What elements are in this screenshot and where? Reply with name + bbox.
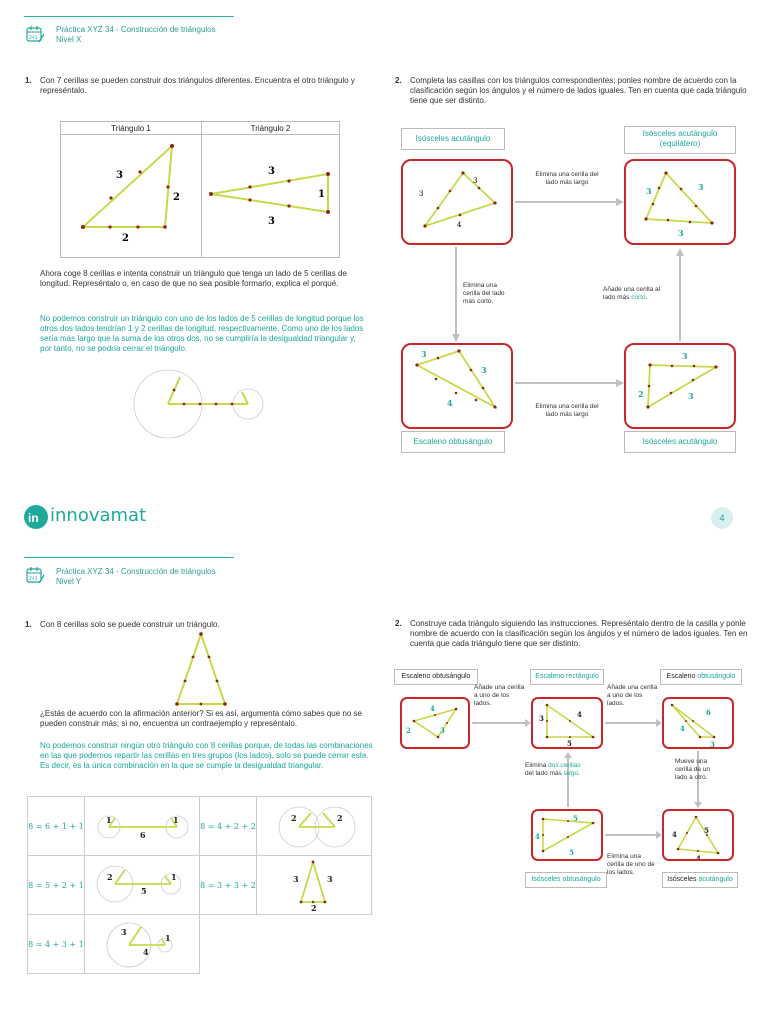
side-label: 4 [457, 221, 462, 229]
side-label: 2 [311, 903, 317, 912]
side-label: 3 [419, 190, 424, 198]
combination-drawing [257, 856, 371, 912]
side-label: 5 [141, 886, 147, 896]
triangle-drawing [165, 630, 245, 710]
triangle-label: Escaleno obtusángulo [660, 669, 742, 685]
empty-cell [257, 915, 372, 974]
side-label: 1 [173, 815, 179, 825]
side-label: 3 [688, 391, 694, 401]
side-label: 3 [678, 228, 684, 238]
triangle-label: Isósceles obtusángulo [525, 872, 607, 888]
answer-text: No podemos construir un triángulo con uno de los lados de 5 cerillas de longitud porque los otros dos lados tendrían 1 y 2 cerillas de longitud, respectivamente. Como uno de los lados sería más largo que la suma de los otros dos, no se cumpliría la desigualdad triangular y, por tanto, no se podría cerrar el triángulo. [40, 314, 364, 353]
combination-cell: 8 = 5 + 2 + 1 [28, 856, 85, 915]
side-label: 3 [473, 177, 478, 185]
side-label: 2 [406, 726, 411, 735]
question-number: 2. [395, 619, 402, 628]
side-label: 2 [337, 813, 343, 823]
side-label: 2 [291, 813, 297, 823]
instruction-label: Elimina una cerilla del lado más largo [535, 403, 599, 418]
question-text: ¿Estás de acuerdo con la afirmación anterior? Si es así, argumenta cómo sabes que no se pueden construir más; si no, encuentra un contraejemplo y represéntalo. [40, 709, 362, 728]
svg-text:2+1: 2+1 [29, 35, 38, 41]
question-text: Completa las casillas con los triángulos correspondientes; ponles nombre de acuerdo con la clasificación según los ángulos y el número de lados iguales. Ten en cuenta que cada triángulo tiene que ser distinto. [410, 76, 747, 105]
side-label: 3 [481, 365, 487, 375]
instruction-label: Elimina dos cerillas del lado más largo. [525, 762, 581, 777]
instruction-label: Elimina una cerilla del lado más largo [535, 171, 599, 186]
table-header: Triángulo 1 [61, 122, 202, 135]
side-label: 3 [440, 726, 445, 735]
calendar-icon [25, 565, 45, 585]
combination-drawing [257, 797, 371, 853]
instruction-label: Elimina una cerilla de uno de los lados. [607, 853, 655, 876]
side-label: 2 [173, 192, 180, 203]
instruction-label: Mueve una cerilla de un lado a otro. [675, 758, 711, 781]
side-label: 2 [107, 872, 113, 882]
combination-cell: 8 = 4 + 2 + 2 [200, 797, 257, 856]
combination-cell: 8 = 3 + 3 + 2 [200, 856, 257, 915]
worksheet-title: Práctica XYZ 34 - Construcción de triángulos [56, 567, 216, 576]
brand-logo: innovamat [50, 505, 147, 526]
drawing-cell [257, 856, 372, 915]
header-rule [24, 557, 234, 558]
side-label: 2 [638, 389, 644, 399]
logo-mark [24, 505, 48, 529]
combination-cell: 8 = 6 + 1 + 1 [28, 797, 85, 856]
triangle-label: Isósceles acutángulo (equilátero) [624, 126, 736, 154]
worksheet-title: Práctica XYZ 34 - Construcción de triángulos [56, 25, 216, 34]
side-label: 5 [569, 848, 574, 857]
side-label: 3 [646, 186, 652, 196]
side-label: 3 [539, 714, 544, 723]
question-text: Ahora coge 8 cerillas e intenta construir un triángulo que tenga un lado de 5 cerillas de longitud. Represéntalo o, en caso de que no sea posible formarlo, explica el porqué. [40, 269, 347, 288]
question-text: Construye cada triángulo siguiendo las instrucciones. Represéntalo dentro de la casilla y ponle nombre de acuerdo con la clasificación según los ángulos y el número de lados iguales. Ten en cuenta que cada triángulo tiene que ser distinto. [410, 619, 748, 648]
impossible-triangle-drawing [130, 365, 270, 440]
page-number: 4 [711, 507, 733, 529]
side-label: 1 [106, 815, 112, 825]
side-label: 4 [143, 947, 149, 957]
side-label: 5 [704, 826, 709, 835]
side-label: 3 [698, 182, 704, 192]
combination-drawing [85, 856, 199, 912]
side-label: 3 [327, 874, 333, 884]
side-label: 5 [573, 814, 578, 823]
side-label: 3 [421, 349, 427, 359]
side-label: 3 [116, 170, 123, 181]
calendar-icon [25, 24, 45, 44]
combinations-table [27, 796, 372, 974]
side-label: 3 [268, 166, 275, 177]
instruction-label: Elimina una cerilla del lado más corto. [463, 282, 505, 305]
svg-text:in: in [28, 511, 39, 525]
side-label: 1 [318, 189, 325, 200]
drawing-cell [257, 797, 372, 856]
flow-arrows [380, 690, 768, 890]
side-label: 5 [567, 739, 572, 747]
instruction-label: Añade una cerilla a uno de los lados. [474, 684, 525, 707]
side-label: 3 [682, 351, 688, 361]
side-label: 1 [165, 933, 171, 943]
side-label: 3 [293, 874, 299, 884]
svg-text:2+1: 2+1 [29, 576, 38, 582]
side-label: 4 [447, 398, 453, 408]
side-label: 6 [140, 830, 146, 840]
side-label: 4 [430, 704, 435, 713]
table-header: Triángulo 2 [202, 122, 340, 135]
instruction-label: Añade una cerilla al lado más corto. [603, 286, 661, 301]
triangle-label: Escaleno obtusángulo [394, 669, 478, 685]
side-label: 4 [535, 832, 540, 841]
triangle-label: Isósceles acutángulo [662, 872, 738, 888]
drawing-cell [85, 915, 200, 974]
side-label: 4 [577, 710, 582, 719]
side-label: 3 [268, 216, 275, 227]
empty-cell [200, 915, 257, 974]
triangle-label: Isósceles acutángulo [624, 431, 736, 453]
question-number: 1. [25, 76, 32, 85]
header-rule [24, 16, 234, 17]
side-label: 1 [171, 872, 177, 882]
side-label: 4 [680, 724, 685, 733]
side-label: 4 [672, 830, 677, 839]
side-label: 2 [122, 233, 129, 244]
question-text: Con 7 cerillas se pueden construir dos triángulos diferentes. Encuentra el otro triángulo y represéntalo. [40, 76, 355, 95]
side-label: 3 [121, 927, 127, 937]
triangle-drawings [60, 134, 340, 256]
combination-drawing [85, 915, 199, 971]
answer-text: No podemos construir ningún otro triángulo con 8 cerillas porque, de todas las combinaciones en las que podemos repartir las cerillas en tres grupos (los lados), solo se puede cerrar este. Es decir, es la única combinación en la que se cumple la desigualdad triangular. [40, 741, 373, 770]
question-number: 2. [395, 76, 402, 85]
instruction-label: Añade una cerilla a uno de los lados. [607, 684, 658, 707]
worksheet-level: Nivel X [56, 35, 82, 44]
drawing-cell [85, 797, 200, 856]
combination-cell: 8 = 4 + 3 + 1 [28, 915, 85, 974]
question-text: Con 8 cerillas solo se puede construir un triángulo. [40, 620, 220, 629]
side-label: 4 [696, 854, 701, 859]
combination-drawing [85, 797, 199, 853]
question-number: 1. [25, 620, 32, 629]
worksheet-level: Nivel Y [56, 577, 82, 586]
side-label: 6 [706, 708, 711, 717]
side-label: 3 [710, 740, 715, 747]
triangle-label: Isósceles acutángulo [401, 128, 505, 150]
triangle-label: Escaleno obtusángulo [401, 431, 505, 453]
drawing-cell [85, 856, 200, 915]
triangle-label: Escaleno rectángulo [530, 669, 604, 685]
